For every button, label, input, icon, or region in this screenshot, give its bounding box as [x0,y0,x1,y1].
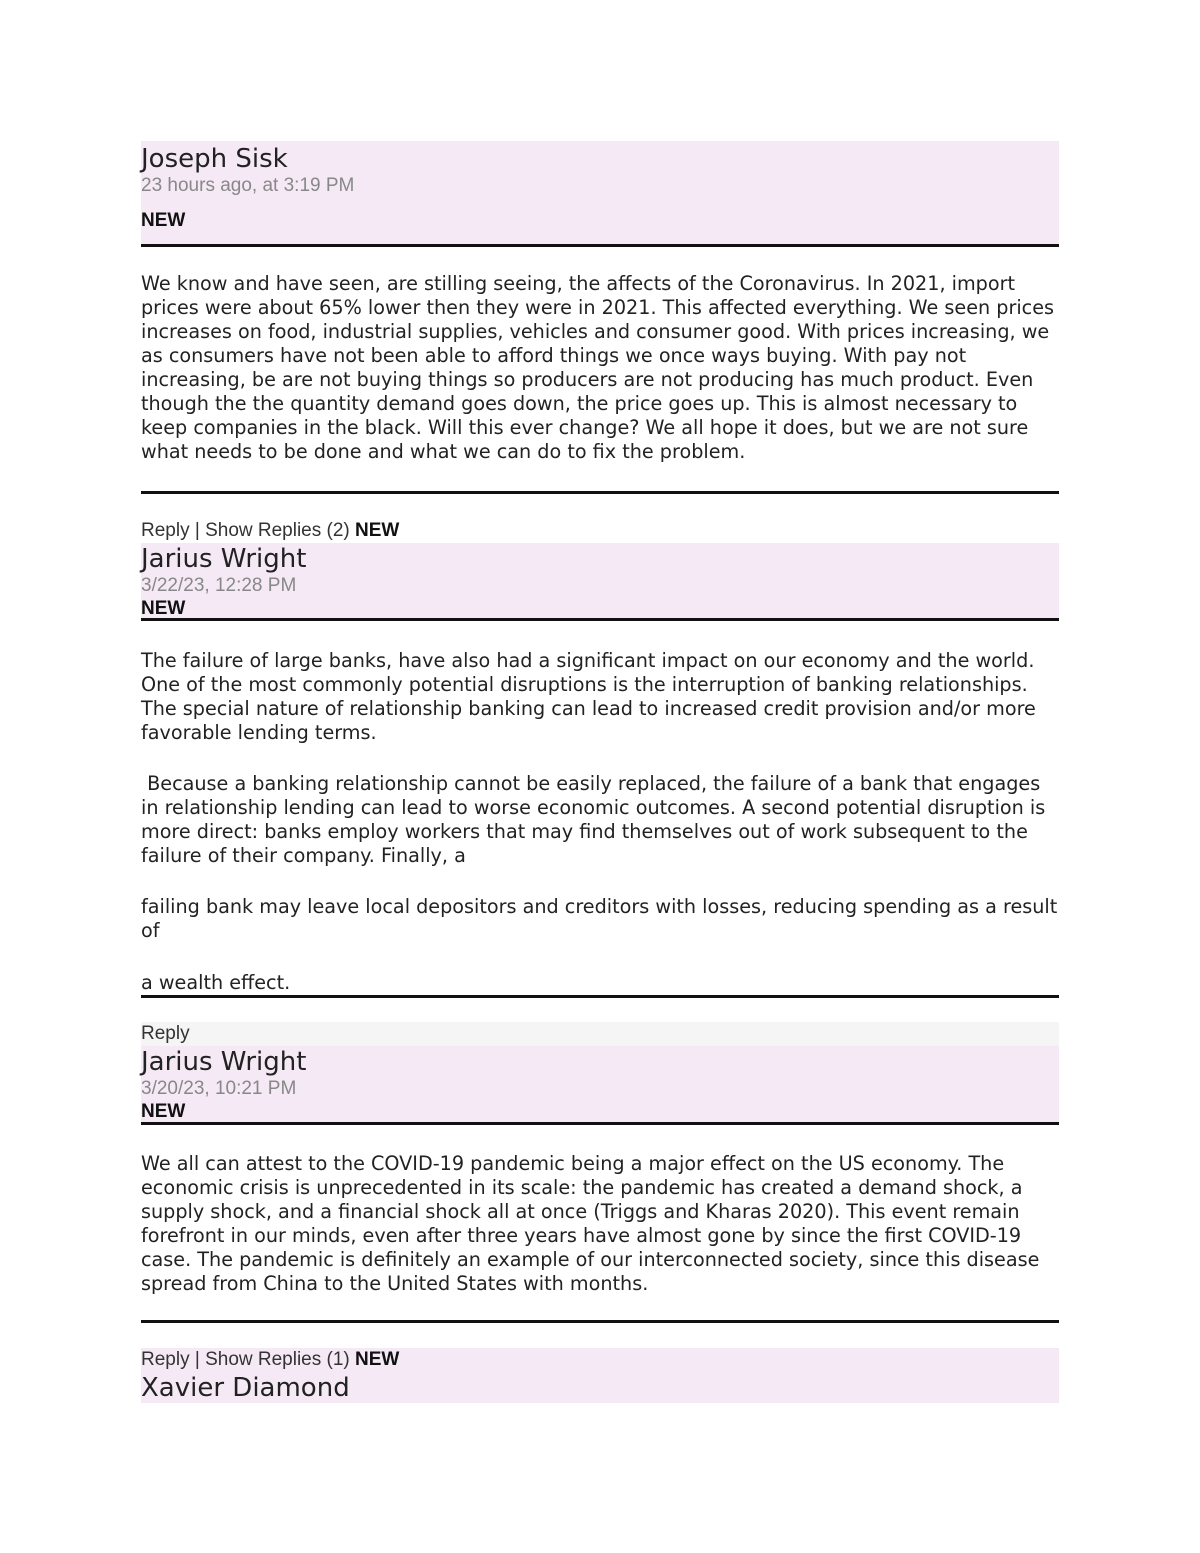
post-timestamp: 3/22/23, 12:28 PM [141,575,297,596]
divider [141,995,1059,998]
post-body: We know and have seen, are stilling seeing, the affects of the Coronavirus. In 2021, import prices were about 65% lower then they were in 2021. This affected everything. We seen prices increases on food, industrial supplies, vehicles and consumer good. With prices increasing, we as consumers have not been able to afford things we once ways buying. With pay not increasing, be are not buying things so producers are not producing has much product. Even though the the quantity demand goes down, the price goes up. This is almost necessary to keep companies in the black. Will this ever change? We all hope it does, but we are not sure what needs to be done and what we can do to fix the problem. [141,272,1055,463]
show-replies-button[interactable]: Show Replies (1) [205,1349,350,1370]
reply-bar [141,519,1059,543]
divider [141,618,1059,621]
post-timestamp: 3/20/23, 10:21 PM [141,1078,297,1099]
post-header [141,1046,1059,1122]
author-name[interactable]: Jarius Wright [141,1047,307,1077]
divider [141,1122,1059,1125]
divider [141,1320,1059,1323]
separator: | [194,1349,200,1370]
post-timestamp: 23 hours ago, at 3:19 PM [141,175,355,196]
author-name[interactable]: Xavier Diamond [141,1373,350,1403]
author-name[interactable]: Joseph Sisk [141,144,288,174]
divider [141,491,1059,494]
post-body: a wealth effect. [141,971,291,994]
reply-bar [141,1022,1059,1046]
reply-button[interactable]: Reply [141,1023,190,1044]
new-badge: NEW [141,1101,186,1122]
show-replies-button[interactable]: Show Replies (2) [205,520,350,541]
separator: | [194,520,200,541]
new-badge: NEW [355,1349,400,1370]
post-body: We all can attest to the COVID-19 pandemic being a major effect on the US economy. The economic crisis is unprecedented in its scale: the pandemic has created a demand shock, a supply shock, and a financial shock all at once (Triggs and Kharas 2020). This event remain forefront in our minds, even after three years have almost gone by since the first COVID-19 case. The pandemic is definitely an example of our interconnected society, since this disease spread from China to the United States with months. [141,1152,1040,1295]
divider [141,244,1059,247]
reply-bar [141,1348,1059,1372]
post-body: The failure of large banks, have also had a significant impact on our economy and the world. One of the most commonly potential disruptions is the interruption of banking relationships. The special nature of relationship banking can lead to increased credit provision and/or more favorable lending terms. [141,649,1036,744]
author-name[interactable]: Jarius Wright [141,544,307,574]
new-badge: NEW [141,210,186,231]
post-header [141,1372,1059,1403]
discussion-thread [141,141,1059,1403]
post-header [141,543,1059,618]
reply-button[interactable]: Reply [141,1349,190,1370]
post-body: Because a banking relationship cannot be easily replaced, the failure of a bank that engages in relationship lending can lead to worse economic outcomes. A second potential disruption is more direct: banks employ workers that may find themselves out of work subsequent to the failure of their company. Finally, a [141,772,1052,867]
new-badge: NEW [355,520,400,541]
post-body: failing bank may leave local depositors and creditors with losses, reducing spending as a result of [141,895,1058,942]
new-badge: NEW [141,598,186,619]
reply-button[interactable]: Reply [141,520,190,541]
post-header [141,141,1059,244]
